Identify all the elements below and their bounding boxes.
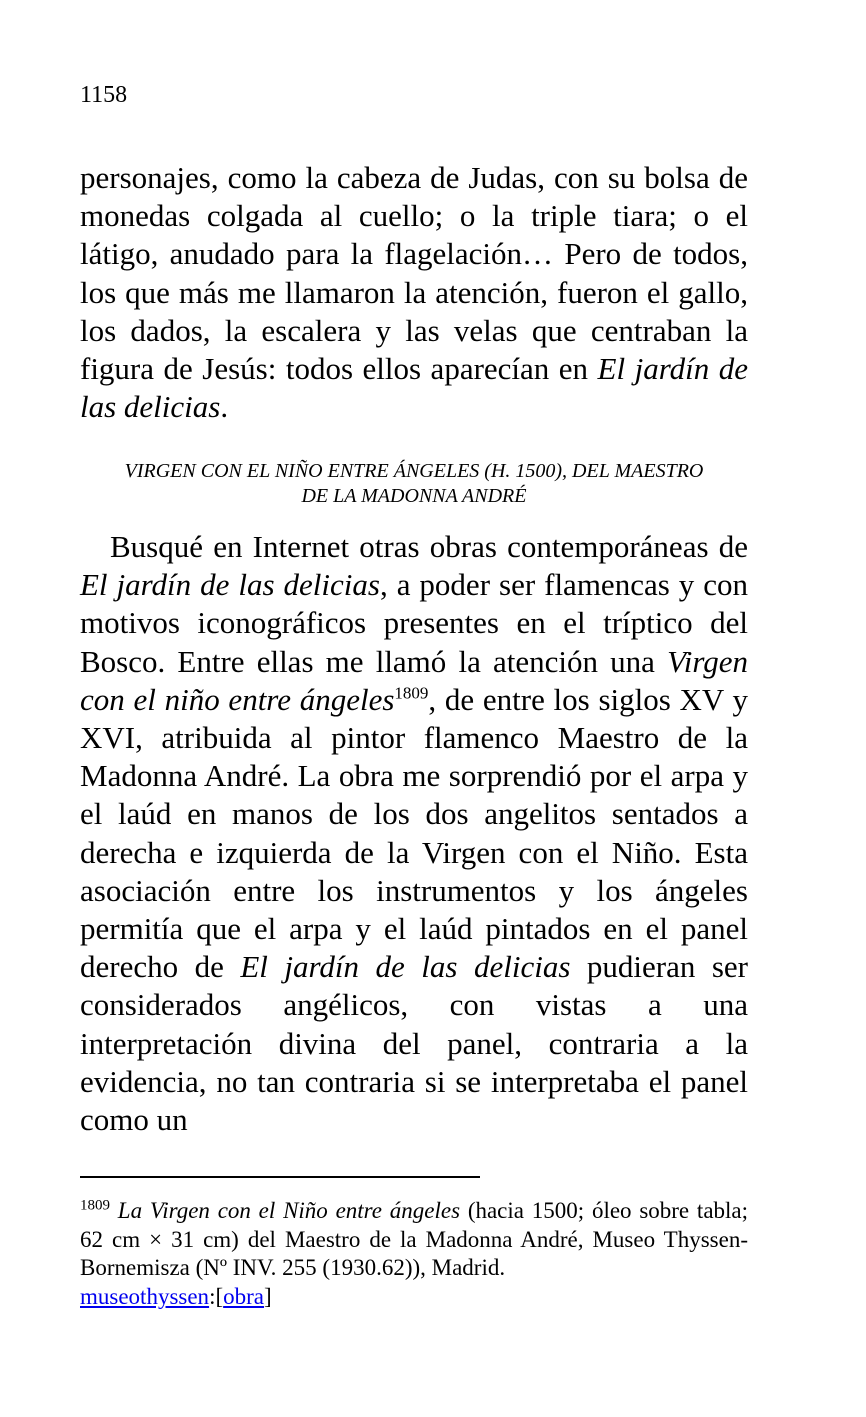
paragraph-text: , de entre los siglos XV y XVI, atribuida al pintor flamenco Maestro de la Madonna André. La obra me sorprendió por el arpa y el laúd en manos de los dos angelitos sentados a derecha e izquierda de la Virgen con el Niño. Esta asociación entre los instrumentos y los ángeles permitía que el arpa y el laúd pintados en el panel derecho de [80,681,748,985]
footnote-number: 1809 [80,1197,110,1214]
work-title: Virgen con el niño entre ángeles [80,643,748,717]
footnote-divider [80,1176,480,1178]
link-separator: ] [264,1283,272,1309]
link-separator: :[ [209,1283,224,1309]
work-title: El jardín de las delicias [80,567,380,603]
museothyssen-link[interactable]: museothyssen [80,1283,210,1309]
paragraph-main [80,528,748,1139]
caption-line-1: VIRGEN CON EL NIÑO ENTRE ÁNGELES (H. 1500), DEL MAESTRO [124,460,704,482]
work-title: El jardín de las delicias [80,351,748,425]
paragraph-text: personajes, como la cabeza de Judas, con su bolsa de monedas colgada al cuello; o la triple tiara; o el látigo, anudado para la flagelación… Pero de todos, los que más me llamaron la atención, fueron el gallo, los dados, la escalera y las velas que centraban la figura de Jesús: todos ellos aparecían en [80,160,748,387]
paragraph-continued [80,159,748,426]
work-title: El jardín de las delicias [240,949,571,985]
footnote [80,1197,748,1311]
paragraph-text: . [220,389,229,425]
paragraph-text: , a poder ser flamencas y con motivos iconográficos presentes en el tríptico del Bosco. Entre ellas me llamó la atención una [80,567,748,679]
section-caption [80,459,748,508]
footnote-reference[interactable]: 1809 [394,683,429,703]
footnote-work-title: La Virgen con el Niño entre ángeles [117,1198,461,1223]
paragraph-text: pudieran ser considerados angélicos, con vistas a una interpretación divina del panel, contraria a la evidencia, no tan contraria si se interpretaba el panel como un [80,949,748,1138]
footnote-text: (hacia 1500; óleo sobre tabla; 62 cm × 31 cm) del Maestro de la Madonna André, Museo Thyssen-Bornemisza (Nº INV. 255 (1930.62)), Madrid. [80,1198,749,1281]
obra-link[interactable]: obra [223,1283,264,1309]
caption-line-2: DE LA MADONNA ANDRÉ [301,484,527,507]
paragraph-text: Busqué en Internet otras obras contemporáneas de [110,529,748,564]
page-number: 1158 [80,82,128,108]
